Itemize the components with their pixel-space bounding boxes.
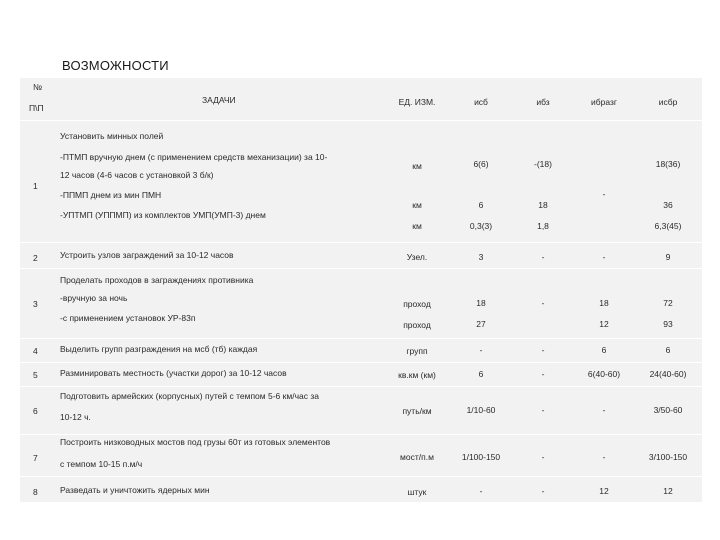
value-cell: 18 [538,200,548,210]
value-cell: 93 [663,319,673,329]
row-divider [20,338,702,339]
row-divider [20,268,702,269]
value-cell: 0,3(3) [469,221,493,231]
header-num-line2: П\П [29,103,44,113]
header-col2: ибз [536,97,550,107]
value-cell: 18(36) [655,159,681,169]
task-text: Разминировать местность (участки дорог) за 10-12 часов [60,368,287,378]
unit-cell: проход [403,320,431,330]
value-cell: 18 [476,298,486,308]
value-cell: - [541,345,545,355]
row-number: 2 [33,253,38,263]
value-cell: 6(6) [473,159,489,169]
row-number: 4 [33,346,38,356]
task-text: -вручную за ночь [60,293,128,303]
unit-cell: штук [407,487,427,497]
unit-cell: кв.км (км) [398,370,436,380]
value-cell: 12 [663,486,673,496]
header-tasks: ЗАДАЧИ [202,95,236,105]
row-number: 1 [33,181,38,191]
value-cell: 6(40-60) [587,369,621,379]
task-text: Устроить узлов заграждений за 10-12 часов [60,250,234,260]
row-divider [20,362,702,363]
header-num-line1: № [33,82,43,92]
value-cell: 6 [478,369,484,379]
value-cell: 1/10-60 [466,405,496,415]
value-cell: - [541,252,545,262]
row-number: 5 [33,370,38,380]
header-unit: ЕД. ИЗМ. [398,97,436,107]
value-cell: 24(40-60) [649,369,687,379]
task-text: -УПТМП (УППМП) из комплектов УМП(УМП-3) днем [60,210,266,220]
value-cell: 3/100-150 [648,452,688,462]
row-number: 8 [33,487,38,497]
task-text: Выделить групп разграждения на мсб (тб) каждая [60,344,258,354]
value-cell: - [602,189,606,199]
unit-cell: Узел. [406,252,428,262]
value-cell: - [479,486,483,496]
task-text: Установить минных полей [60,131,164,141]
value-cell: 12 [599,319,609,329]
row-number: 7 [33,453,38,463]
value-cell: - [541,405,545,415]
value-cell: 27 [476,319,486,329]
task-text: Подготовить армейских (корпусных) путей с темпом 5-6 км/час за [60,391,319,401]
value-cell: 18 [599,298,609,308]
value-cell: 6 [478,200,484,210]
value-cell: 1/100-150 [461,452,501,462]
task-text: Проделать проходов в заграждениях противника [60,275,254,285]
value-cell: 9 [665,252,671,262]
row-divider [20,434,702,435]
header-col3: ибразг [591,97,617,107]
unit-cell: мост/п.м [400,452,434,462]
unit-cell: км [412,161,422,171]
row-number: 6 [33,406,38,416]
header-col1: исб [474,97,488,107]
row-divider [20,476,702,477]
task-text: 10-12 ч. [60,412,91,422]
task-text: -ППМП днем из мин ПМН [60,190,162,200]
capabilities-table [20,78,702,502]
unit-cell: групп [406,346,428,356]
unit-cell: км [412,221,422,231]
value-cell: - [541,298,545,308]
value-cell: - [541,452,545,462]
task-text: -с применением установок УР-83п [60,313,196,323]
value-cell: 6 [665,345,671,355]
value-cell: - [602,405,606,415]
unit-cell: путь/км [402,406,432,416]
unit-cell: км [412,200,422,210]
value-cell: - [541,486,545,496]
value-cell: 72 [663,298,673,308]
task-text: Построить низководных мостов под грузы 60т из готовых элементов [60,437,331,447]
page-title: ВОЗМОЖНОСТИ [62,58,169,73]
row-number: 3 [33,299,38,309]
value-cell: 6,3(45) [654,221,682,231]
value-cell: - [479,345,483,355]
task-text: -ПТМП вручную днем (с применением средств механизации) за 10- [60,152,328,162]
row-divider [20,386,702,387]
value-cell: - [602,252,606,262]
value-cell: 12 [599,486,609,496]
value-cell: 6 [601,345,607,355]
row-divider [20,242,702,243]
header-col4: исбр [658,97,678,107]
value-cell: -(18) [534,159,552,169]
value-cell: 3/50-60 [653,405,683,415]
value-cell: - [602,452,606,462]
task-text: с темпом 10-15 п.м/ч [60,459,143,469]
value-cell: 36 [663,200,673,210]
value-cell: - [541,369,545,379]
task-text: Разведать и уничтожить ядерных мин [60,485,210,495]
value-cell: 1,8 [537,221,549,231]
row-divider [20,120,702,121]
task-text: 12 часов (4-6 часов с установкой 3 б/к) [60,170,214,180]
value-cell: 3 [478,252,484,262]
unit-cell: проход [403,299,431,309]
